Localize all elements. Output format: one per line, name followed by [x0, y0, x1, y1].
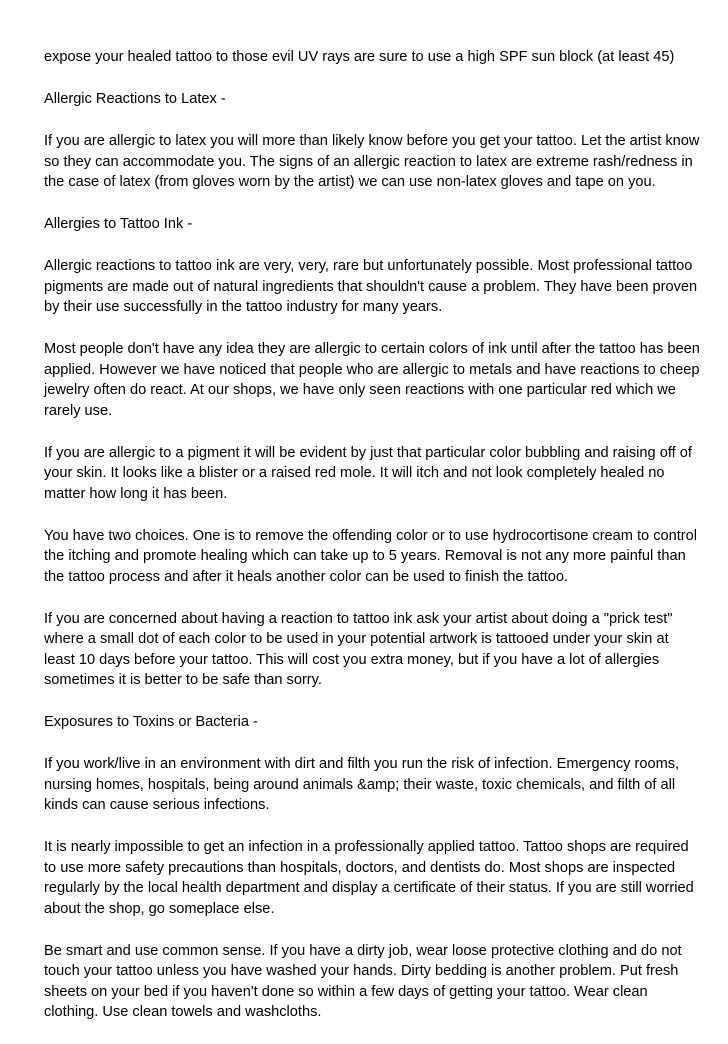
paragraph-latex: If you are allergic to latex you will more than likely know before you get your tattoo. Let the artist know so they can accommodate you. The signs of an allergic reaction to latex are extreme rash/redness in the case of latex (from gloves worn by the artist) we can use non-latex gloves and tape on you. — [44, 133, 700, 190]
document-page — [44, 47, 700, 1044]
paragraph-infection-risk: If you work/live in an environment with dirt and filth you run the risk of infection. Emergency rooms, nursing homes, hospitals, being around animals &amp; their waste, toxic chemicals, and filth of all kinds can cause serious infections. — [44, 756, 680, 813]
heading-ink-allergies: Allergies to Tattoo Ink - — [44, 216, 193, 232]
paragraph-common-sense: Be smart and use common sense. If you have a dirty job, wear loose protective clothing and do not touch your tattoo unless you have washed your hands. Dirty bedding is another problem. Put fresh sheets on your bed if you haven't done so within a few days of getting your tattoo. Wear clean clothing. Use clean towels and washcloths. — [44, 942, 682, 1020]
heading-toxins-bacteria: Exposures to Toxins or Bacteria - — [44, 714, 258, 730]
paragraph-prick-test: If you are concerned about having a reaction to tattoo ink ask your artist about doing a "prick test" where a small dot of each color to be used in your potential artwork is tattooed under your skin at least 10 days before your tattoo. This will cost you extra money, but if you have a lot of allergies sometimes it is better to be safe than sorry. — [44, 610, 673, 688]
paragraph-pigment-reaction: If you are allergic to a pigment it will be evident by just that particular color bubbling and raising off of your skin. It looks like a blister or a raised red mole. It will itch and not look completely healed no matter how long it has been. — [44, 444, 692, 502]
paragraph-ink-rare: Allergic reactions to tattoo ink are very, very, rare but unfortunately possible. Most professional tattoo pigments are made out of natural ingredients that shouldn't cause a problem. They have been proven by their use successfully in the tattoo industry for many years. — [44, 258, 698, 315]
paragraph-shop-safety: It is nearly impossible to get an infection in a professionally applied tattoo. Tattoo shops are required to use more safety precautions than hospitals, doctors, and dentists do. Most shops are inspected regularly by the local health department and display a certificate of their status. If you are still worried about the shop, go someplace else. — [44, 839, 694, 917]
paragraph-uv-sunblock: expose your healed tattoo to those evil UV rays are sure to use a high SPF sun block (at least 45) — [44, 49, 675, 65]
paragraph-ink-metals: Most people don't have any idea they are allergic to certain colors of ink until after the tattoo has been applied. However we have noticed that people who are allergic to metals and have reactions to cheep jewelry often do react. At our shops, we have only seen reactions with one particular red which we rarely use. — [44, 341, 700, 419]
paragraph-two-choices: You have two choices. One is to remove the offending color or to use hydrocortisone cream to control the itching and promote healing which can take up to 5 years. Removal is not any more painful than the tattoo process and after it heals another color can be used to finish the tattoo. — [44, 527, 698, 585]
heading-latex-reactions: Allergic Reactions to Latex - — [44, 91, 226, 107]
